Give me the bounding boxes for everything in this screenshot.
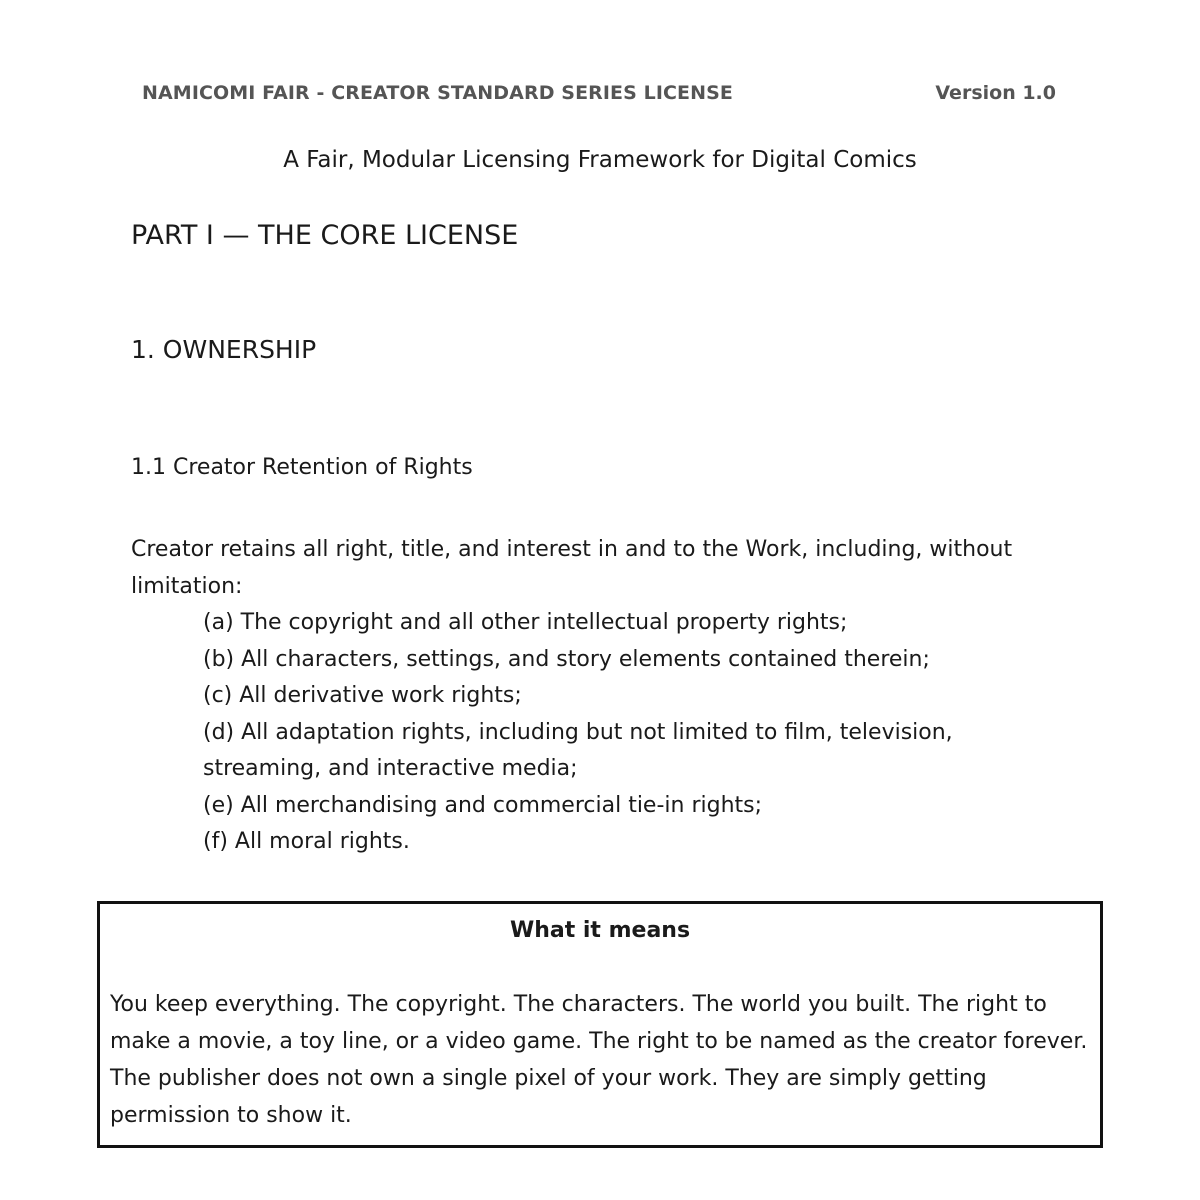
rights-list-item: (f) All moral rights. <box>203 829 410 854</box>
part-heading: PART I — THE CORE LICENSE <box>131 220 519 251</box>
rights-list-item: (b) All characters, settings, and story elements contained therein; <box>203 646 930 672</box>
what-it-means-box <box>97 901 1103 1148</box>
rights-list-item: (e) All merchandising and commercial tie-in rights; <box>203 792 763 818</box>
rights-list-item: (a) The copyright and all other intellectual property rights; <box>203 610 848 635</box>
callout-body: You keep everything. The copyright. The characters. The world you built. The right to make a movie, a toy line, or a video game. The right to be named as the creator forever. The publisher does not own a single pixel of your work. They are simply getting permission to show it. <box>110 992 1088 1128</box>
rights-list <box>203 605 1033 861</box>
version-label: Version 1.0 <box>935 82 1056 104</box>
rights-list-item: (c) All derivative work rights; <box>203 683 522 708</box>
document-subtitle: A Fair, Modular Licensing Framework for Digital Comics <box>283 147 917 173</box>
section-heading: 1. OWNERSHIP <box>131 335 317 364</box>
subsection-heading: 1.1 Creator Retention of Rights <box>131 455 473 480</box>
license-name-header: NAMICOMI FAIR - CREATOR STANDARD SERIES LICENSE <box>142 82 733 104</box>
rights-intro-paragraph: Creator retains all right, title, and interest in and to the Work, including, without limitation: <box>131 537 1013 599</box>
callout-title: What it means <box>509 918 691 943</box>
rights-list-item: (d) All adaptation rights, including but not limited to film, television, streaming, and interactive media; <box>203 719 953 781</box>
